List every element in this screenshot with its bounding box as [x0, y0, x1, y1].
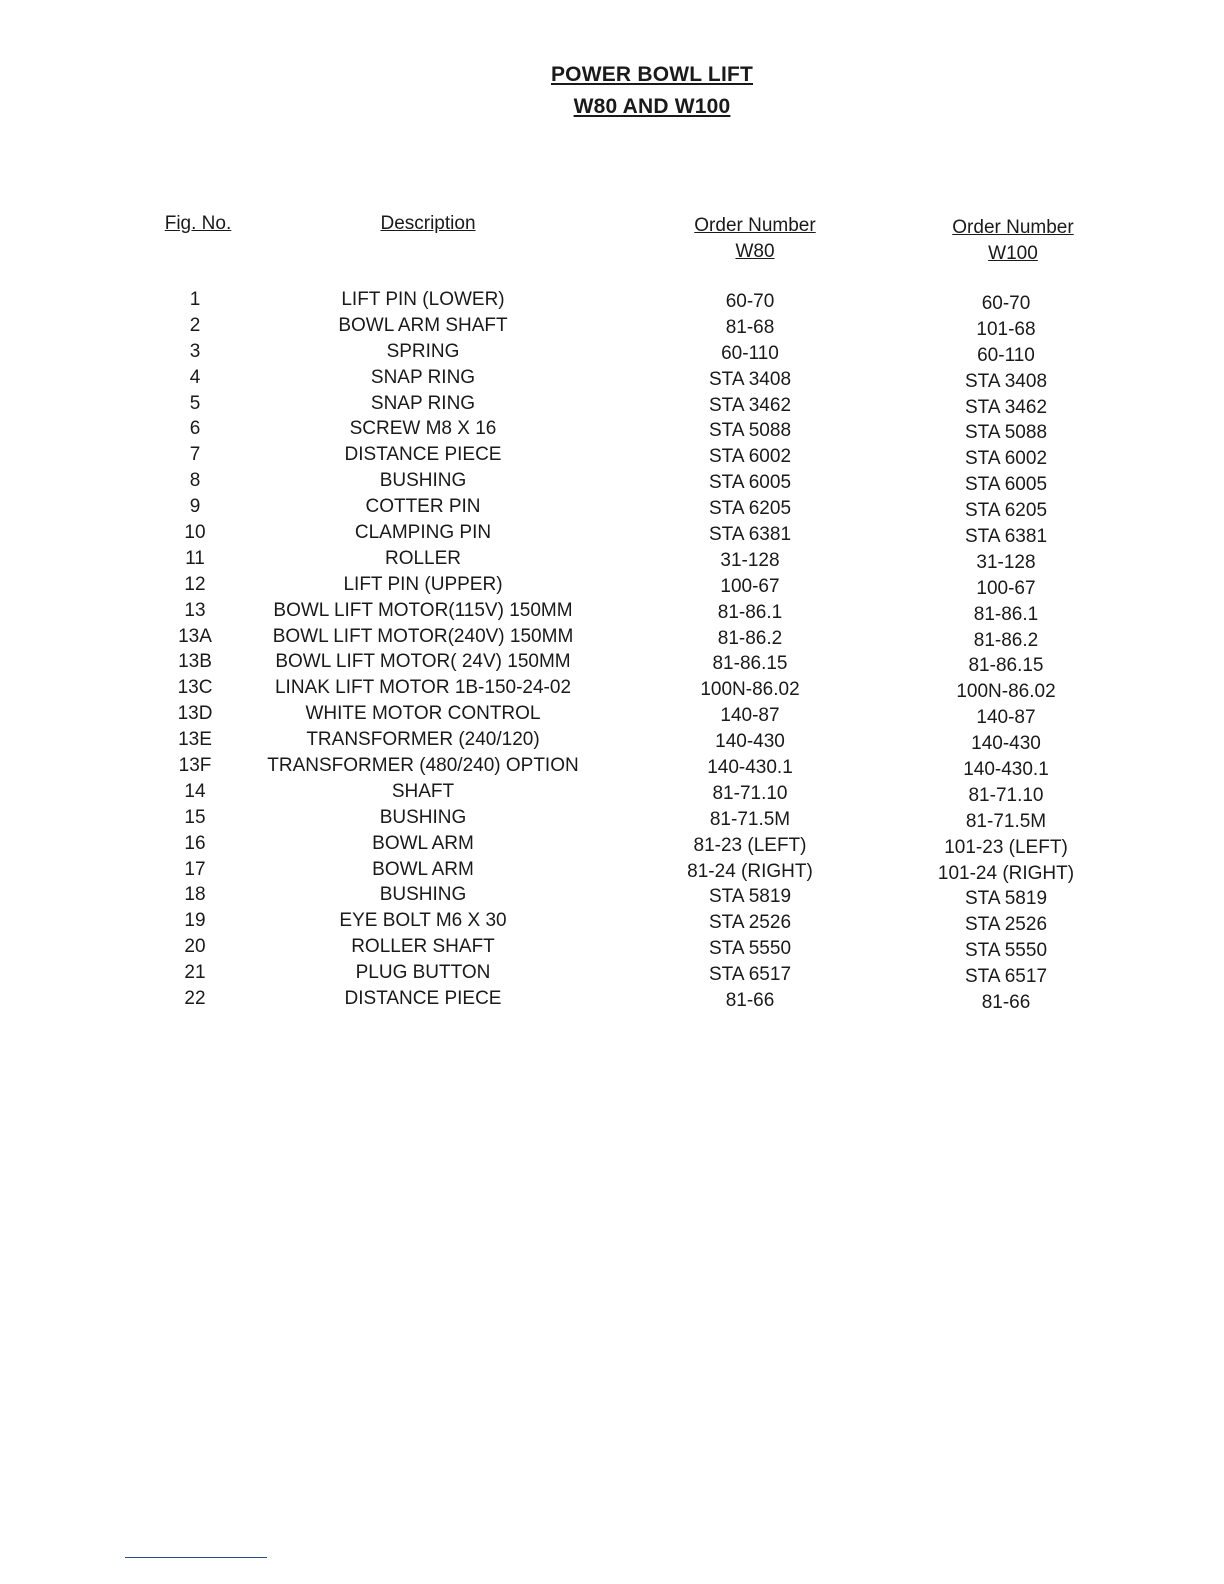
- order-number-w100-cell: 31-128: [976, 551, 1036, 573]
- fig-no-cell: 5: [189, 392, 201, 414]
- column-header-order-w100: [918, 215, 1108, 267]
- table-row: [0, 598, 1224, 624]
- order-number-w80-cell: 100-67: [720, 575, 780, 597]
- fig-no-cell: 11: [185, 547, 205, 569]
- description-cell: SPRING: [386, 340, 460, 362]
- table-row: [0, 365, 1224, 391]
- table-row: [0, 313, 1224, 339]
- fig-no-cell: 8: [189, 470, 201, 492]
- fig-no-cell: 4: [189, 366, 201, 388]
- description-cell: LINAK LIFT MOTOR 1B-150-24-02: [274, 677, 572, 699]
- order-number-w100-cell: STA 5550: [964, 940, 1048, 962]
- description-cell: BOWL ARM SHAFT: [338, 314, 508, 336]
- order-number-w80-cell: STA 6005: [708, 472, 792, 494]
- fig-no-cell: 3: [189, 340, 201, 362]
- table-row: [0, 546, 1224, 572]
- order-number-w100-cell: 140-430: [971, 733, 1041, 755]
- fig-no-cell: 6: [189, 418, 201, 440]
- description-cell: EYE BOLT M6 X 30: [339, 910, 507, 932]
- table-row: [0, 572, 1224, 598]
- order-number-w80-cell: 81-24 (RIGHT): [687, 860, 813, 882]
- order-number-w80-cell: STA 5550: [708, 938, 792, 960]
- fig-no-cell: 13A: [178, 625, 212, 647]
- order-number-w100-cell: 101-23 (LEFT): [944, 836, 1068, 858]
- description-cell: BOWL LIFT MOTOR(240V) 150MM: [272, 625, 574, 647]
- table-row: [0, 520, 1224, 546]
- footer-rule: [125, 1557, 267, 1558]
- order-number-w80-cell: STA 6002: [708, 446, 792, 468]
- order-number-w100-cell: STA 6205: [964, 500, 1048, 522]
- description-cell: LIFT PIN (LOWER): [341, 289, 505, 310]
- order-number-w100-cell: 81-86.2: [973, 629, 1039, 651]
- order-number-w80-cell: 140-430.1: [707, 757, 793, 779]
- description-cell: BOWL ARM: [372, 858, 474, 880]
- order-number-w80-cell: STA 6205: [708, 498, 792, 520]
- order-number-w100-cell: 140-87: [976, 707, 1036, 729]
- table-row: [0, 857, 1224, 883]
- order-number-w100-cell: STA 6381: [964, 526, 1048, 548]
- fig-no-cell: 9: [189, 496, 201, 518]
- table-row: [0, 831, 1224, 857]
- fig-no-cell: 17: [184, 858, 206, 880]
- fig-no-cell: 13B: [178, 651, 212, 673]
- description-cell: BUSHING: [379, 884, 467, 906]
- table-row: [0, 753, 1224, 779]
- fig-no-header-label: Fig. No.: [164, 213, 232, 234]
- table-row: [0, 675, 1224, 701]
- fig-no-cell: 13F: [178, 755, 212, 777]
- order-number-w100-cell: STA 3408: [964, 370, 1048, 392]
- order-number-w80-cell: STA 5819: [708, 886, 792, 908]
- description-cell: DISTANCE PIECE: [344, 988, 502, 1010]
- order-number-w100-cell: 81-86.15: [968, 655, 1044, 677]
- order-number-w100-cell: 60-110: [977, 344, 1035, 366]
- fig-no-cell: 15: [184, 806, 206, 828]
- fig-no-cell: 7: [189, 444, 201, 466]
- order-number-w80-cell: 31-128: [720, 549, 780, 571]
- order-number-w80-cell: STA 3462: [708, 394, 792, 416]
- order-number-w80-cell: 81-86.1: [717, 601, 783, 623]
- description-cell: BOWL ARM: [372, 832, 474, 854]
- order-number-w80-cell: 81-86.2: [717, 627, 783, 649]
- description-cell: BUSHING: [379, 470, 467, 492]
- order-number-w100-cell: 81-71.5M: [965, 810, 1047, 832]
- column-header-description: [308, 211, 548, 237]
- description-header-label: Description: [380, 213, 476, 234]
- table-row: [0, 960, 1224, 986]
- table-row: [0, 442, 1224, 468]
- order-number-w100-cell: 101-24 (RIGHT): [937, 862, 1075, 884]
- fig-no-cell: 2: [189, 314, 201, 336]
- fig-no-cell: 13C: [177, 677, 213, 699]
- table-row: [0, 805, 1224, 831]
- description-cell: PLUG BUTTON: [355, 962, 491, 984]
- table-row: [0, 934, 1224, 960]
- table-row: [0, 624, 1224, 650]
- description-cell: BOWL LIFT MOTOR(115V) 150MM: [273, 599, 573, 621]
- table-row: [0, 391, 1224, 417]
- description-cell: ROLLER: [384, 547, 462, 569]
- fig-no-cell: 19: [184, 910, 206, 932]
- table-row: [0, 908, 1224, 934]
- order-number-w80-cell: 60-70: [725, 291, 775, 312]
- description-cell: BUSHING: [379, 806, 467, 828]
- description-cell: ROLLER SHAFT: [351, 936, 495, 958]
- description-cell: SHAFT: [391, 780, 455, 802]
- order-number-w80-cell: 81-71.5M: [709, 808, 791, 830]
- table-row: [0, 416, 1224, 442]
- order-number-w80-cell: STA 5088: [708, 420, 792, 442]
- document-subtitle: W80 AND W100: [573, 95, 731, 118]
- description-cell: BOWL LIFT MOTOR( 24V) 150MM: [275, 651, 571, 673]
- description-cell: TRANSFORMER (240/120): [306, 729, 540, 751]
- order-w100-header-line1: Order Number: [952, 217, 1074, 238]
- fig-no-cell: 10: [184, 522, 206, 544]
- order-number-w80-cell: 81-86.15: [712, 653, 788, 675]
- fig-no-cell: 18: [184, 884, 206, 906]
- order-number-w100-cell: 101-68: [976, 318, 1036, 340]
- order-number-w100-cell: 100-67: [976, 577, 1036, 599]
- order-number-w80-cell: 100N-86.02: [700, 679, 800, 701]
- fig-no-cell: 13D: [177, 703, 213, 725]
- order-number-w100-cell: 60-70: [981, 293, 1031, 314]
- order-number-w100-cell: STA 3462: [964, 396, 1048, 418]
- order-number-w80-cell: 81-68: [725, 316, 775, 338]
- description-cell: CLAMPING PIN: [354, 522, 492, 544]
- fig-no-cell: 16: [184, 832, 206, 854]
- order-number-w80-cell: STA 3408: [708, 368, 792, 390]
- table-row: [0, 986, 1224, 1012]
- fig-no-cell: 12: [184, 573, 206, 595]
- order-number-w100-cell: STA 2526: [964, 914, 1048, 936]
- order-number-w80-cell: STA 6381: [708, 524, 792, 546]
- description-cell: SCREW M8 X 16: [349, 418, 497, 440]
- order-number-w100-cell: 81-86.1: [973, 603, 1039, 625]
- order-number-w80-cell: 81-23 (LEFT): [693, 834, 807, 856]
- order-w100-header-line2: W100: [988, 243, 1038, 264]
- table-row: [0, 339, 1224, 365]
- order-w80-header-line2: W80: [735, 241, 775, 262]
- description-cell: TRANSFORMER (480/240) OPTION: [267, 755, 579, 777]
- table-row: [0, 287, 1224, 313]
- order-number-w100-cell: 100N-86.02: [956, 681, 1056, 703]
- table-row: [0, 494, 1224, 520]
- fig-no-cell: 22: [184, 988, 206, 1010]
- parts-table: [0, 287, 1224, 1012]
- order-w80-header-line1: Order Number: [694, 215, 816, 236]
- fig-no-cell: 21: [184, 962, 206, 984]
- description-cell: DISTANCE PIECE: [344, 444, 502, 466]
- fig-no-cell: 13: [184, 599, 206, 621]
- fig-no-cell: 1: [189, 289, 201, 310]
- description-cell: COTTER PIN: [365, 496, 481, 518]
- order-number-w100-cell: STA 6517: [964, 966, 1048, 988]
- description-cell: WHITE MOTOR CONTROL: [305, 703, 541, 725]
- table-row: [0, 727, 1224, 753]
- order-number-w80-cell: STA 6517: [708, 964, 792, 986]
- order-number-w100-cell: 140-430.1: [963, 759, 1049, 781]
- order-number-w80-cell: 81-71.10: [712, 782, 788, 804]
- column-header-fig-no: [148, 211, 248, 237]
- table-row: [0, 882, 1224, 908]
- table-row: [0, 779, 1224, 805]
- order-number-w80-cell: 140-87: [720, 705, 780, 727]
- description-cell: SNAP RING: [370, 366, 476, 388]
- column-header-order-w80: [660, 213, 850, 265]
- table-row: [0, 649, 1224, 675]
- order-number-w80-cell: 81-66: [725, 990, 775, 1012]
- order-number-w100-cell: STA 6005: [964, 474, 1048, 496]
- order-number-w80-cell: 60-110: [721, 342, 779, 364]
- fig-no-cell: 20: [184, 936, 206, 958]
- table-row: [0, 468, 1224, 494]
- order-number-w100-cell: STA 5819: [964, 888, 1048, 910]
- fig-no-cell: 13E: [178, 729, 212, 751]
- description-cell: LIFT PIN (UPPER): [343, 573, 503, 595]
- order-number-w100-cell: 81-71.10: [968, 784, 1044, 806]
- table-row: [0, 701, 1224, 727]
- order-number-w100-cell: STA 5088: [964, 422, 1048, 444]
- order-number-w80-cell: STA 2526: [708, 912, 792, 934]
- order-number-w80-cell: 140-430: [715, 731, 785, 753]
- order-number-w100-cell: 81-66: [981, 992, 1031, 1014]
- fig-no-cell: 14: [184, 780, 206, 802]
- order-number-w100-cell: STA 6002: [964, 448, 1048, 470]
- document-title: POWER BOWL LIFT: [550, 63, 754, 86]
- description-cell: SNAP RING: [370, 392, 476, 414]
